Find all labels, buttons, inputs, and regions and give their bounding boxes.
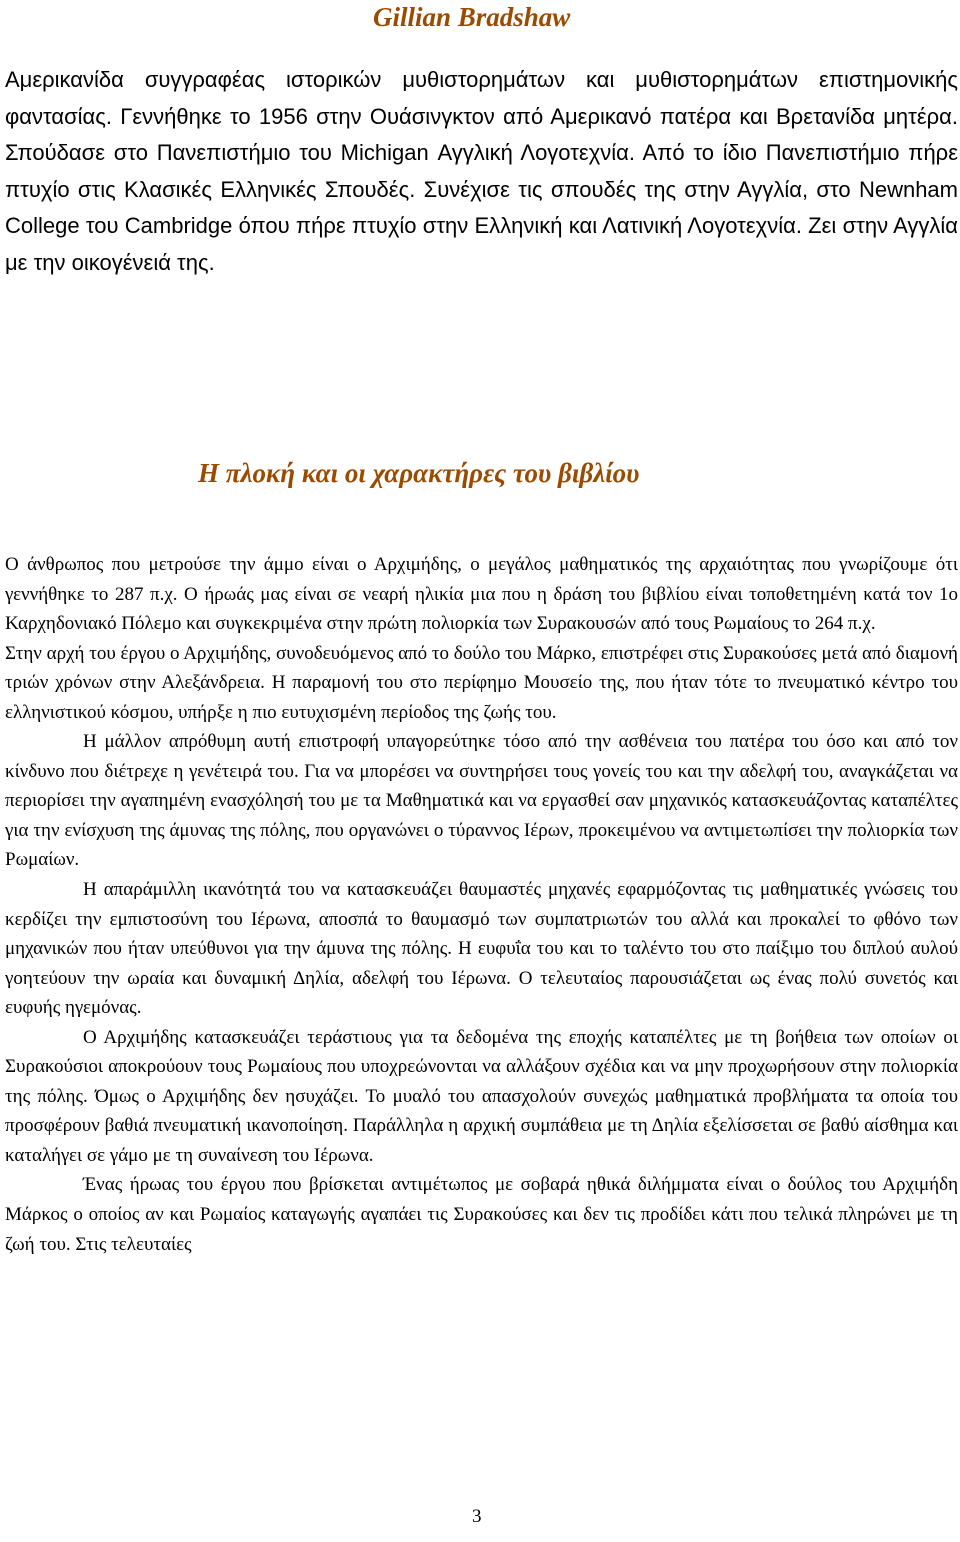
summary-paragraph: Στην αρχή του έργου ο Αρχιμήδης, συνοδευόμενος από το δούλο του Μάρκο, επιστρέφει στις Συρακούσες μετά από διαμονή τριών χρόνων στην Αλεξάνδρεια. Η παραμονή του στο περίφημο Μουσείο της, που ήταν τότε το πνευματικό κέντρο του ελληνιστικού κόσμου, υπήρξε η πιο ευτυχισμένη περίοδος της ζωής του.: [5, 642, 958, 723]
author-title: Gillian Bradshaw: [373, 2, 571, 32]
summary-paragraph: Ένας ήρωας του έργου που βρίσκεται αντιμέτωπος με σοβαρά ηθικά διλήμματα είναι ο δούλος του Αρχιμήδη Μάρκος ο οποίος αν και Ρωμαίος καταγωγής αγαπάει τις Συρακούσες και δεν τις προδίδει κάτι που τελικά πληρώνει με τη ζωή του. Στις τελευταίες: [5, 1174, 958, 1255]
book-summary: [5, 550, 958, 1259]
summary-paragraph: Η μάλλον απρόθυμη αυτή επιστροφή υπαγορεύτηκε τόσο από την ασθένεια του πατέρα του όσο και από τον κίνδυνο που διέτρεχε η γενέτειρά του. Για να μπορέσει να συντηρήσει τους γονείς του και την αδελφή του, αναγκάζεται να περιορίσει την αγαπημένη ενασχόλησή του με τα Μαθηματικά και να εργασθεί σαν μηχανικός κατασκευάζοντας καταπέλτες για την ενίσχυση της άμυνας της πόλης, που οργανώνει ο τύραννος Ιέρων, προκειμένου να αντιμετωπίσει την πολιορκία των Ρωμαίων.: [5, 731, 958, 871]
author-bio: Αμερικανίδα συγγραφέας ιστορικών μυθιστορημάτων και μυθιστορημάτων επιστημονικής φαντασίας. Γεννήθηκε το 1956 στην Ουάσινγκτον από Αμερικανό πατέρα και Βρετανίδα μητέρα. Σπούδασε στο Πανεπιστήμιο του Michigan Αγγλική Λογοτεχνία. Από το ίδιο Πανεπιστήμιο πήρε πτυχίο στις Κλασικές Ελληνικές Σπουδές. Συνέχισε τις σπουδές της στην Αγγλία, στο Newnham College του Cambridge όπου πήρε πτυχίο στην Ελληνική και Λατινική Λογοτεχνία. Ζει στην Αγγλία με την οικογένειά της.: [5, 67, 958, 275]
summary-paragraph: Η απαράμιλλη ικανότητά του να κατασκευάζει θαυμαστές μηχανές εφαρμόζοντας τις μαθηματικές γνώσεις του κερδίζει την εμπιστοσύνη του Ιέρωνα, αποσπά το θαυμασμό των συμπατριωτών του αλλά και προκαλεί το φθόνο των μηχανικών που ήταν υπεύθυνοι για την άμυνα της πόλης. Η ευφυΐα του και το ταλέντο του στο παίξιμο του διπλού αυλού γοητεύουν την ωραία και δυναμική Δηλία, αδελφή του Ιέρωνα. Ο τελευταίος παρουσιάζεται ως ένας πολύ συνετός και ευφυής ηγεμόνας.: [5, 879, 958, 1019]
summary-paragraph: Ο Αρχιμήδης κατασκευάζει τεράστιους για τα δεδομένα της εποχής καταπέλτες με τη βοήθεια των οποίων οι Συρακούσιοι αποκρούουν τους Ρωμαίους που υποχρεώνονται να αλλάξουν σχέδια και να μην προχωρήσουν στην πολιορκία της πόλης. Όμως ο Αρχιμήδης δεν ησυχάζει. Το μυαλό του απασχολούν συνεχώς μαθηματικά προβλήματα τα οποία του προσφέρουν βαθιά πνευματική ικανοποίηση. Παράλληλα η αρχική συμπάθεια με τη Δηλία εξελίσσεται σε βαθύ αίσθημα και καταλήγει σε γάμο με τη συναίνεση του Ιέρωνα.: [5, 1026, 958, 1166]
section-title: Η πλοκή και οι χαρακτήρες του βιβλίου: [198, 458, 640, 488]
summary-paragraph: Ο άνθρωπος που μετρούσε την άμμο είναι ο Αρχιμήδης, ο μεγάλος μαθηματικός της αρχαιότητας που γνωρίζουμε ότι γεννήθηκε το 287 π.χ. Ο ήρωάς μας είναι σε νεαρή ηλικία μια που η δράση του βιβλίου είναι τοποθετημένη κατά τον 1ο Καρχηδονιακό Πόλεμο και συγκεκριμένα στην πρώτη πολιορκία των Συρακουσών από τους Ρωμαίους το 264 π.χ.: [5, 554, 958, 635]
page-number: 3: [472, 1506, 482, 1527]
